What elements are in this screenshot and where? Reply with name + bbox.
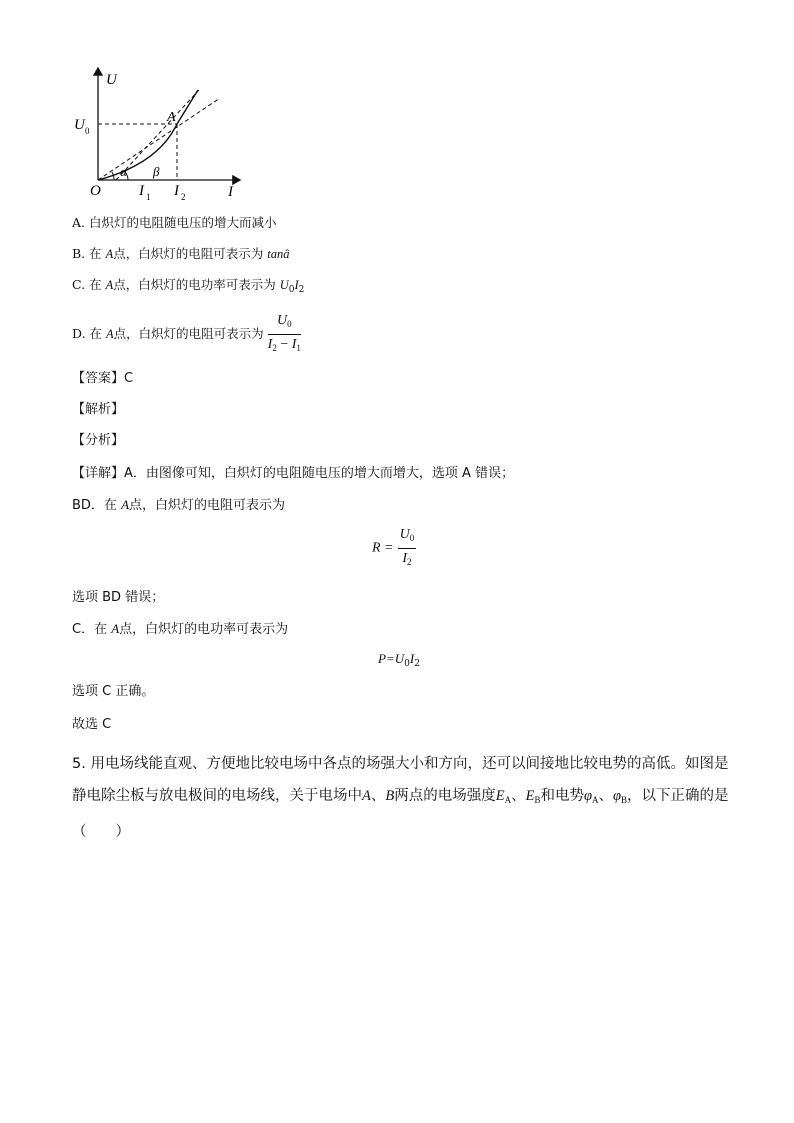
option-b-prefix: B. 在 [72,246,102,261]
option-c-u: U [279,278,289,292]
question-5-eb: E [525,788,535,804]
formula-p-u-sub: 0 [404,659,410,669]
option-c-i-sub: 2 [298,285,305,295]
question-5-phi-b: φ [612,788,622,804]
option-d-point: A [106,327,114,341]
beta-label: β [153,164,160,179]
question-5-phi-b-sub: B [621,795,628,805]
option-b-text: 点，白炽灯的电阻可表示为 [113,246,264,261]
formula-p-i-sub: 2 [414,659,420,669]
option-b [72,245,290,263]
option-b-expression: tanâ [267,247,290,261]
detail-bd-text: 点，白炽灯的电阻可表示为 [129,498,286,513]
option-d-text: 点，白炽灯的电阻可表示为 [113,326,264,341]
option-d [72,313,301,356]
formula-r-denominator-sub: 2 [407,557,412,567]
i1-label: I [139,183,144,199]
detail-bd-result: 选项 BD 错误； [72,590,165,605]
formula-r-numerator-sub: 0 [409,533,415,543]
ui-graph [68,62,258,207]
detail-line-bd [72,496,285,515]
question-5-sep-2: 、 [511,788,526,804]
question-5-phi-a: φ [583,788,592,804]
detail-bd-point: A [121,497,130,512]
option-d-denominator-b: I [291,337,297,352]
detail-c-point: A [111,621,120,636]
question-5-point-b: B [385,788,395,804]
alpha-label: α [120,164,127,179]
characteristic-curve [98,90,198,180]
option-c-point: A [105,278,114,292]
detail-line-c [72,620,288,639]
formula-p [378,651,420,669]
option-c-prefix: C. 在 [72,277,102,292]
i-axis-label: I [228,184,233,200]
detail-text-a: A．由图像可知，白炽灯的电阻随电压的增大而增大，选项 A 错误； [124,466,515,481]
question-5-sep-1: 、 [370,788,386,804]
origin-label: O [90,183,101,199]
option-d-prefix: D. 在 [72,326,103,341]
option-d-minus: − [276,337,292,352]
answer-label: 【答案】 [72,371,125,386]
detail-line-1 [72,465,514,483]
option-a: A. 白炽灯的电阻随电压的增大而减小 [72,215,277,230]
option-c-text: 点，白炽灯的电功率可表示为 [113,277,276,292]
option-d-denominator-a-sub: 2 [272,343,277,353]
question-5-point-a: A [362,788,371,804]
question-5-text-4: ，以下正确的是（ ） [72,788,729,840]
u0-sub-label: 0 [85,126,90,136]
detail-choose: 故选 C [72,717,112,732]
formula-r [372,527,416,570]
question-5-text-2: 两点的电场强度 [394,788,496,804]
option-c-u-sub: 0 [288,285,295,295]
question-5-phi-a-sub: A [591,795,599,805]
question-5-text-1: 用电场线能直观、方便地比较电场中各点的场强大小和方向，还可以间接地比较电势的高低。如图是静电除尘板与放电极间的电场线，关于电场中 [72,756,729,804]
formula-p-u: U [394,651,405,666]
i2-sub-label: 2 [181,192,186,202]
question-5 [72,748,732,848]
question-5-ea-sub: A [504,795,512,805]
i1-sub-label: 1 [146,192,151,202]
option-d-numerator-sub: 0 [287,319,292,329]
formula-r-lhs: R = [372,540,394,556]
formula-p-lhs: P= [378,651,395,666]
fenxi-label: 【分析】 [72,433,125,448]
formula-r-denominator: I [402,551,408,566]
question-5-eb-sub: B [534,795,541,805]
formula-r-fraction [398,527,417,570]
option-b-point: A [105,247,114,261]
formula-p-i: I [409,651,415,666]
u-axis-label: U [106,72,117,88]
option-d-fraction [268,313,301,356]
question-5-number: 5. [72,756,86,772]
u0-label: U [74,117,85,133]
detail-c-result: 选项 C 正确。 [72,684,155,699]
option-d-numerator: U [276,313,288,328]
answer-line [72,370,133,388]
question-5-ea: E [495,788,505,804]
option-c-i: I [294,278,299,292]
detail-c-text: 点，白炽灯的电功率可表示为 [119,622,289,637]
answer-value: C [124,371,134,386]
detail-c-prefix: C．在 [72,622,108,637]
analysis-label: 【解析】 [72,402,125,417]
detail-bd-prefix: BD．在 [72,498,117,513]
question-5-sep-3: 、 [598,788,613,804]
i2-label: I [174,183,179,199]
formula-r-numerator: U [399,527,410,542]
question-5-text-3: 和电势 [540,788,584,804]
detail-label: 【详解】 [72,466,125,481]
point-a-label: A [167,110,176,125]
option-d-denominator-a: I [267,337,273,352]
option-c [72,276,304,299]
option-d-denominator-b-sub: 1 [296,343,301,353]
